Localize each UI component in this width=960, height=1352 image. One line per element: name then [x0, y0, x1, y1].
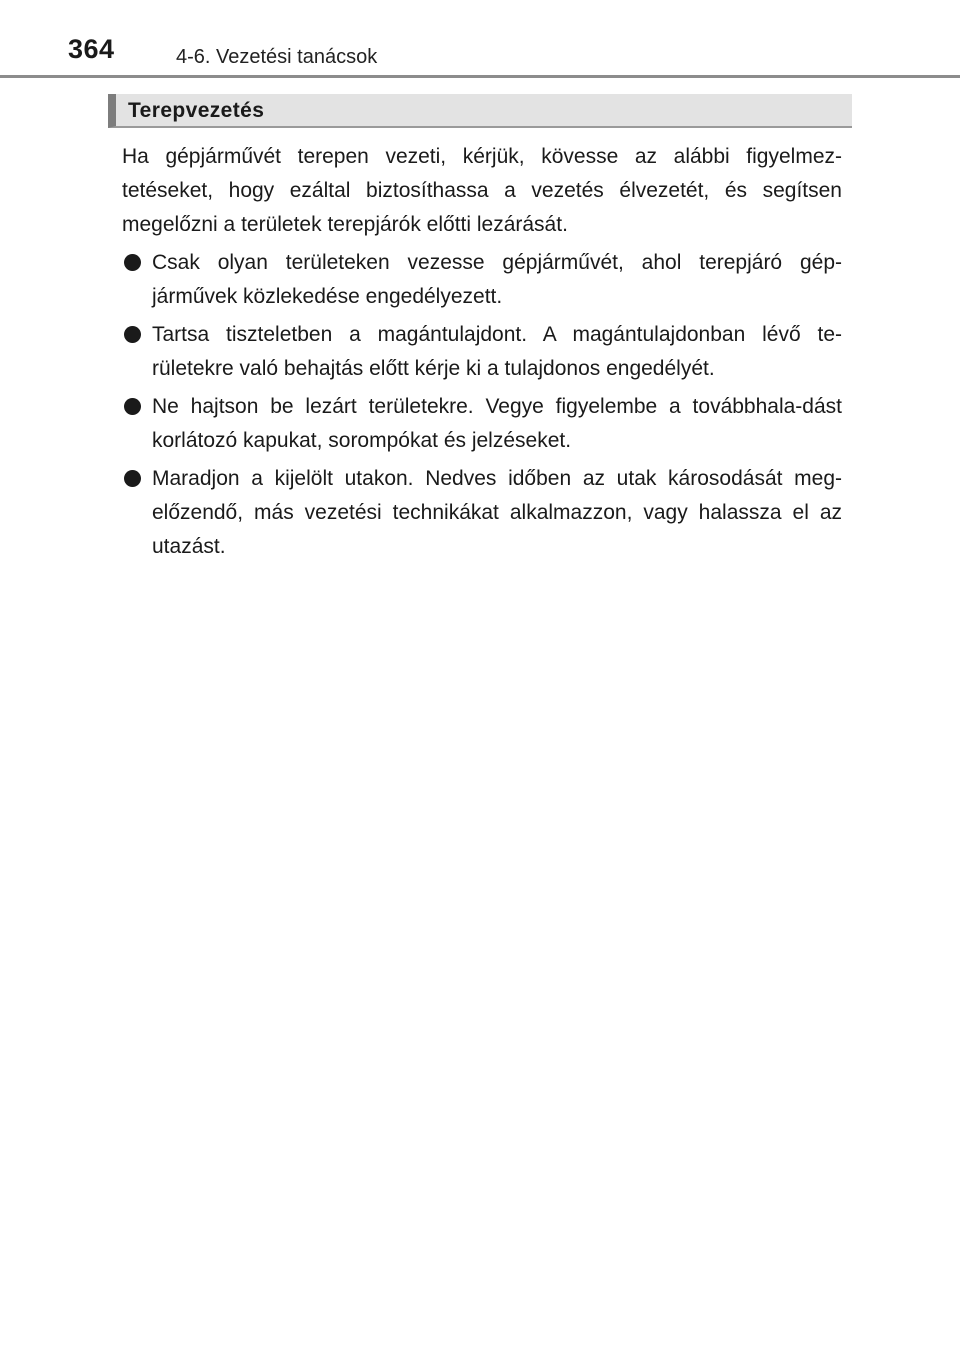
bullet-icon: [124, 326, 141, 343]
section-path: 4-6. Vezetési tanácsok: [176, 46, 378, 68]
section-body: [122, 140, 842, 568]
bullet-icon: [124, 398, 141, 415]
section-title: Terepvezetés: [128, 99, 265, 122]
intro-paragraph: Ha gépjárművét terepen vezeti, kérjük, kövesse az alábbi figyelmez-tetéseket, hogy ezáltal biztosíthassa a vezetés élvezetét, és segítsen megelőzni a területek terepjárók előtti lezárását.: [122, 145, 842, 236]
list-item-text: Csak olyan területeken vezesse gépjárművét, ahol terepjáró gép-járművek közlekedése engedélyezett.: [152, 251, 842, 308]
bullet-list: [122, 246, 842, 564]
list-item: [122, 462, 842, 564]
page-header: [0, 0, 960, 78]
bullet-icon: [124, 470, 141, 487]
list-item-text: Maradjon a kijelölt utakon. Nedves időben az utak károsodását meg-előzendő, más vezetési technikákat alkalmazzon, vagy halassza el az utazást.: [152, 467, 842, 558]
header-rule: [0, 75, 960, 78]
list-item: [122, 246, 842, 314]
list-item: [122, 390, 842, 458]
page-number: 364: [68, 34, 115, 64]
section-heading: [108, 94, 852, 128]
list-item-text: Tartsa tiszteletben a magántulajdont. A magántulajdonban lévő te-rületekre való behajtás előtt kérje ki a tulajdonos engedélyét.: [152, 323, 842, 380]
list-item: [122, 318, 842, 386]
bullet-icon: [124, 254, 141, 271]
list-item-text: Ne hajtson be lezárt területekre. Vegye figyelembe a továbbhala-dást korlátozó kapukat, sorompókat és jelzéseket.: [152, 395, 842, 452]
